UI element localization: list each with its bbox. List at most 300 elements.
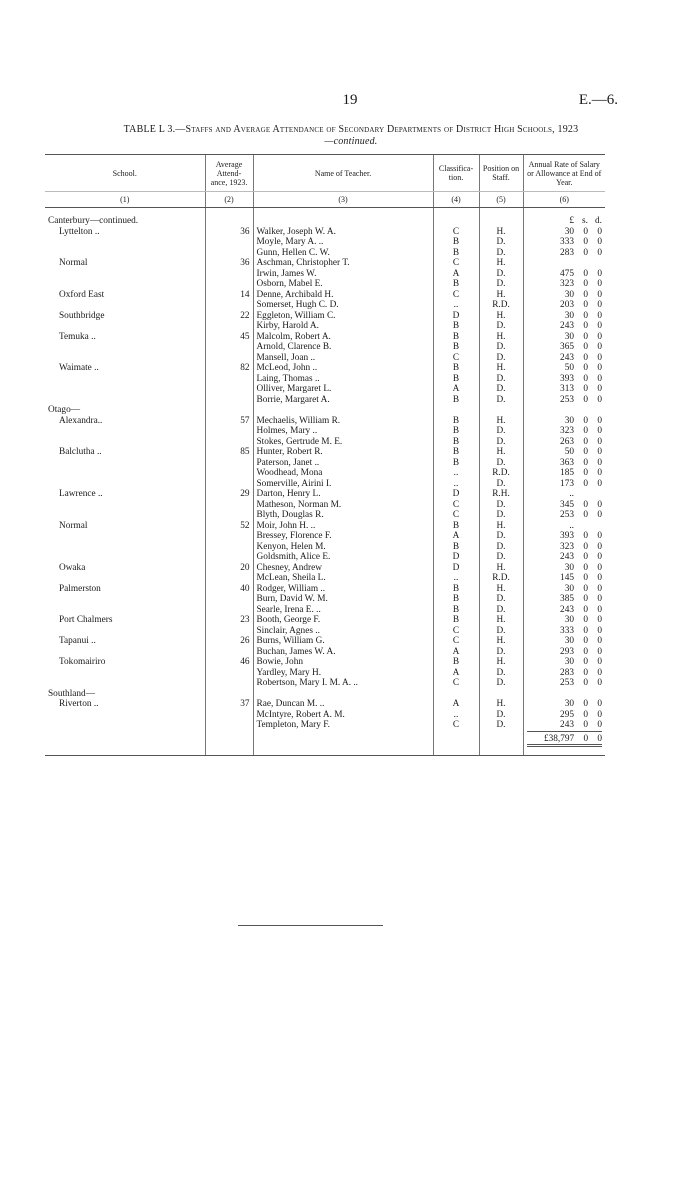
teacher-name: Burns, William G. [253,636,433,647]
teacher-name: Chesney, Andrew [253,563,433,574]
position-value: D. [479,626,523,637]
teacher-name: McLeod, John .. [253,363,433,374]
salary-shillings [574,489,588,500]
salary-cell [523,699,605,710]
salary-pounds: 243 [560,720,574,730]
classification-value: C [433,258,479,269]
classification-value: B [433,447,479,458]
salary-pence: 0 [597,447,602,457]
attendance-value [205,479,253,490]
salary-pounds: 283 [560,247,574,258]
salary-shillings: 0 [583,478,588,489]
classification-value: B [433,416,479,427]
salary-pounds: 323 [560,541,574,552]
classification-value: .. [433,710,479,721]
teacher-name: Moir, John H. .. [253,521,433,532]
salary-shillings: 0 [583,562,588,573]
attendance-value: 26 [205,636,253,647]
position-value: D. [479,458,523,469]
classification-value: B [433,248,479,259]
empty-cell [253,747,433,756]
empty-cell [433,747,479,756]
teacher-name: Holmes, Mary .. [253,426,433,437]
salary-pence: 0 [597,226,602,237]
attendance-value [205,353,253,364]
empty-cell [205,731,253,748]
salary-pence: 0 [597,247,602,258]
salary-pounds: 243 [560,321,574,331]
teacher-name: Darton, Henry L. [253,489,433,500]
salary-pence: 0 [597,573,602,583]
table-row [45,426,605,437]
teacher-name: Searle, Irena E. .. [253,605,433,616]
salary-pounds: 333 [560,237,574,247]
page-number: 19 [342,92,358,108]
teacher-name: Aschman, Christopher T. [253,258,433,269]
classification-value: D [433,489,479,500]
position-value: D. [479,720,523,731]
salary-cell [523,447,605,458]
table-row [45,447,605,458]
position-value: D. [479,384,523,395]
salary-shillings: 0 [583,457,588,468]
salary-shillings: 0 [583,373,588,384]
salary-pounds: 253 [560,510,574,520]
salary-shillings: 0 [583,342,588,352]
teacher-name: Buchan, James W. A. [253,647,433,658]
school-name: Tapanui .. [59,636,96,646]
salary-pounds: 30 [564,289,574,300]
position-value: H. [479,258,523,269]
table-row [45,657,605,668]
salary-shillings: 0 [583,667,588,678]
attendance-value [205,689,253,700]
table-row [45,489,605,500]
col-school: School. [45,155,205,192]
empty-cell [433,731,479,748]
salary-pounds: 253 [560,394,574,405]
col-num: (1) [45,192,205,208]
salary-cell [523,300,605,311]
salary-pounds: 30 [564,562,574,573]
position-value: H. [479,657,523,668]
salary-pounds: 295 [560,709,574,720]
salary-pence: 0 [597,594,602,604]
position-value: D. [479,531,523,542]
salary-pence: 0 [597,468,602,478]
salary-cell [523,353,605,364]
salary-pounds: 333 [560,625,574,636]
classification-value: A [433,699,479,710]
table-row [45,542,605,553]
position-value [479,689,523,700]
salary-pence: 0 [597,657,602,667]
classification-value: D [433,563,479,574]
teacher-name: Templeton, Mary F. [253,720,433,731]
salary-cell [523,248,605,259]
salary-pence: 0 [597,531,602,541]
attendance-value [205,573,253,584]
position-value: D. [479,594,523,605]
teacher-name: Olliver, Margaret L. [253,384,433,395]
classification-value: C [433,227,479,238]
school-name: Balclutha .. [59,447,102,457]
salary-pounds: 173 [560,478,574,489]
salary-cell [523,479,605,490]
table-row [45,311,605,322]
salary-pounds: 50 [564,447,574,457]
salary-pence: 0 [597,363,602,373]
salary-cell [523,332,605,343]
teacher-name: McIntyre, Robert A. M. [253,710,433,721]
teacher-name: Somerville, Airini I. [253,479,433,490]
position-value: D. [479,374,523,385]
salary-shillings: 0 [583,604,588,615]
classification-value: A [433,668,479,679]
table-row [45,237,605,248]
salary-pounds: 323 [560,426,574,436]
position-value: D. [479,668,523,679]
position-value: D. [479,437,523,448]
table-row [45,710,605,721]
table-row [45,615,605,626]
attendance-value [205,300,253,311]
salary-cell [523,720,605,731]
salary-pence: 0 [597,604,602,615]
classification-value: C [433,678,479,689]
salary-cell [523,290,605,301]
school-name: Lyttelton .. [59,226,100,237]
salary-cell [523,668,605,679]
teacher-name: Gunn, Hellen C. W. [253,248,433,259]
salary-pounds: 313 [560,384,574,394]
salary-pounds: 30 [564,331,574,342]
total-s: 0 [583,733,589,744]
table-row [45,258,605,269]
position-value: H. [479,699,523,710]
position-value: D. [479,279,523,290]
salary-pence: 0 [597,583,602,594]
col-attendance: Average Attend-ance, 1923. [205,155,253,192]
salary-pence: 0 [597,709,602,720]
attendance-value [205,605,253,616]
table-row [45,405,605,416]
position-value: H. [479,636,523,647]
table-row [45,668,605,679]
teacher-name [253,689,433,700]
attendance-value [205,500,253,511]
salary-pounds: .. [569,520,574,531]
school-name: Alexandra.. [59,415,103,426]
col-num: (2) [205,192,253,208]
salary-pounds: 263 [560,436,574,447]
position-value: R.D. [479,300,523,311]
salary-cell [523,594,605,605]
footer-rule [238,925,383,926]
teacher-name: Borrie, Margaret A. [253,395,433,406]
position-value: D. [479,479,523,490]
salary-cell [523,468,605,479]
classification-value: C [433,353,479,364]
table-row [45,584,605,595]
table-row [45,689,605,700]
salary-pounds: 30 [564,657,574,667]
attendance-value: 82 [205,363,253,374]
classification-value: C [433,626,479,637]
salary-shillings: 0 [583,415,588,426]
salary-cell [523,458,605,469]
district-name: Canterbury—continued. [48,216,139,226]
attendance-value: 20 [205,563,253,574]
col-position: Position on Staff. [479,155,523,192]
position-value: R.D. [479,468,523,479]
salary-cell [523,500,605,511]
attendance-value [205,458,253,469]
salary-pence [588,521,602,532]
col-num: (5) [479,192,523,208]
salary-cell [523,405,605,416]
table-row [45,720,605,731]
table-row [45,552,605,563]
salary-shillings: 0 [583,510,588,520]
salary-shillings: 0 [583,468,588,478]
table-row [45,290,605,301]
attendance-value: 36 [205,227,253,238]
attendance-value [205,468,253,479]
salary-shillings: 0 [583,384,588,394]
district-name: Southland— [48,688,96,699]
attendance-value: 37 [205,699,253,710]
classification-value: B [433,374,479,385]
teacher-name: Burn, David W. M. [253,594,433,605]
table-row [45,468,605,479]
salary-pence: 0 [597,636,602,646]
col-teacher: Name of Teacher. [253,155,433,192]
salary-pence: 0 [597,310,602,321]
salary-pence: 0 [597,678,602,688]
salary-shillings: 0 [583,531,588,541]
salary-shillings: 0 [583,268,588,279]
teacher-name: Arnold, Clarence B. [253,342,433,353]
salary-shillings: 0 [583,583,588,594]
salary-shillings: 0 [583,699,588,709]
empty-cell [205,747,253,756]
salary-cell [523,615,605,626]
salary-cell [523,342,605,353]
col-num: (6) [523,192,605,208]
salary-pence: 0 [597,426,602,436]
salary-shillings: 0 [583,499,588,510]
salary-pence: 0 [597,289,602,300]
salary-shillings: 0 [583,573,588,583]
salary-pence: 0 [597,237,602,247]
attendance-value [205,426,253,437]
school-name: Normal [59,520,88,531]
attendance-value: 45 [205,332,253,343]
school-name: Lawrence .. [59,489,103,499]
school-name: Oxford East [59,289,105,300]
school-name: Tokomairiro [59,657,106,667]
table-row [45,458,605,469]
salary-pence: 0 [597,394,602,405]
teacher-name: Osborn, Mabel E. [253,279,433,290]
table-row [45,332,605,343]
salary-cell [523,216,605,227]
teacher-name: Laing, Thomas .. [253,374,433,385]
classification-value: B [433,657,479,668]
classification-value [433,405,479,416]
classification-value: B [433,237,479,248]
salary-shillings: 0 [583,352,588,363]
school-name: Riverton .. [59,699,99,709]
teacher-name: Eggleton, William C. [253,311,433,322]
classification-value: B [433,542,479,553]
school-name: Southbridge [59,310,105,321]
salary-pence: 0 [597,384,602,394]
position-value: D. [479,237,523,248]
salary-cell [523,689,605,700]
district-name: Otago— [48,405,81,415]
classification-value: B [433,332,479,343]
attendance-value [205,279,253,290]
position-value: D. [479,710,523,721]
salary-pounds: 345 [560,499,574,510]
salary-pence: 0 [597,457,602,468]
salary-cell [523,269,605,280]
continued-note: —continued. [324,136,378,147]
table-row [45,479,605,490]
school-name: Normal [59,258,88,268]
salary-pence: 0 [597,541,602,552]
salary-pence: 0 [597,552,602,562]
table-row [45,342,605,353]
attendance-value [205,647,253,658]
salary-cell [523,321,605,332]
salary-cell [523,531,605,542]
total-amount [527,731,603,748]
empty-cell [45,731,205,748]
classification-value: B [433,279,479,290]
teacher-name [253,216,433,227]
table-title [48,124,654,147]
salary-cell [523,678,605,689]
salary-shillings: 0 [583,310,588,321]
col-salary: Annual Rate of Salary or Allowance at End of Year. [523,155,605,192]
staff-table [45,154,605,756]
teacher-name: Blyth, Douglas R. [253,510,433,521]
salary-pounds: 363 [560,457,574,468]
salary-pounds: 385 [560,594,574,604]
salary-cell [523,395,605,406]
classification-value [433,689,479,700]
teacher-name: Somerset, Hugh C. D. [253,300,433,311]
teacher-name: Booth, George F. [253,615,433,626]
salary-shillings [574,521,588,532]
classification-value: B [433,584,479,595]
salary-pounds: 30 [564,583,574,594]
position-value: D. [479,342,523,353]
table-row [45,374,605,385]
salary-cell [523,542,605,553]
salary-cell [523,636,605,647]
classification-value: B [433,615,479,626]
salary-pence: 0 [597,268,602,279]
table-row [45,636,605,647]
col-num: (3) [253,192,433,208]
salary-shillings: 0 [583,625,588,636]
table-row [45,437,605,448]
salary-cell [523,384,605,395]
salary-pence: 0 [597,321,602,331]
table-row [45,573,605,584]
salary-shillings: 0 [583,594,588,604]
salary-cell [523,416,605,427]
teacher-name: Mansell, Joan .. [253,353,433,364]
classification-value: B [433,426,479,437]
salary-pounds: 243 [560,552,574,562]
empty-cell [253,731,433,748]
table-row [45,594,605,605]
document-reference: E.—6. [578,92,618,108]
table-row [45,605,605,616]
attendance-value [205,321,253,332]
table-body [45,208,605,756]
classification-value: B [433,321,479,332]
salary-pounds: 30 [564,636,574,646]
salary-shillings: 0 [583,436,588,447]
position-value: D. [479,678,523,689]
salary-shillings: 0 [583,615,588,625]
salary-shillings: 0 [583,237,588,247]
salary-cell [523,258,605,269]
teacher-name: Malcolm, Robert A. [253,332,433,343]
school-name: Port Chalmers [59,615,113,625]
salary-pence: 0 [597,510,602,520]
table-row [45,395,605,406]
classification-value: B [433,437,479,448]
attendance-value: 36 [205,258,253,269]
position-value: H. [479,521,523,532]
salary-shillings: 0 [583,289,588,300]
classification-value: C [433,500,479,511]
attendance-value [205,384,253,395]
position-value: D. [479,395,523,406]
table-row [45,500,605,511]
currency-label: d. [595,216,602,226]
salary-cell [523,227,605,238]
attendance-value: 85 [205,447,253,458]
classification-value: B [433,395,479,406]
position-value: H. [479,416,523,427]
salary-cell [523,584,605,595]
position-value: D. [479,426,523,437]
position-value: D. [479,248,523,259]
classification-value: C [433,720,479,731]
salary-pounds: 253 [560,678,574,688]
total-d: 0 [597,733,602,744]
table-label: TABLE L 3.— [123,124,186,135]
salary-shillings: 0 [583,279,588,289]
teacher-name: Moyle, Mary A. .. [253,237,433,248]
position-value: D. [479,269,523,280]
classification-value: B [433,363,479,374]
attendance-value [205,678,253,689]
salary-cell [523,626,605,637]
position-value [479,405,523,416]
teacher-name: Hunter, Robert R. [253,447,433,458]
attendance-value [205,594,253,605]
salary-shillings: 0 [583,247,588,258]
